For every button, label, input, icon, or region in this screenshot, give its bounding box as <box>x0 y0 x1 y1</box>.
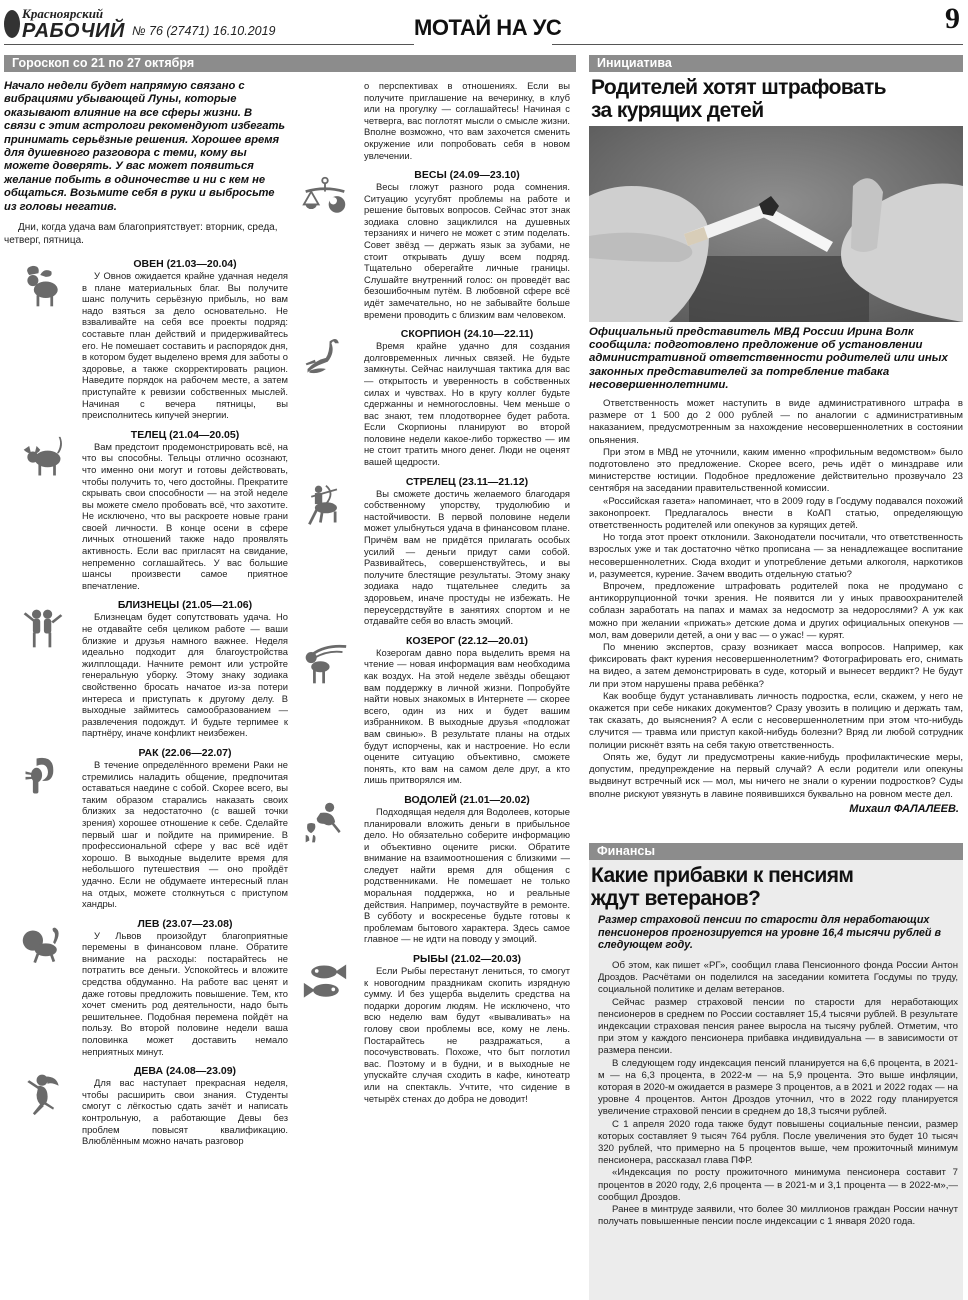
sign-pisces <box>364 953 570 1104</box>
paragraph: Ранее в минтруде заявили, что более 30 миллионов граждан России начнут получать повышенные пенсии после индексации с 1 января 2020 года. <box>598 1204 958 1228</box>
gemini-icon <box>20 605 66 651</box>
issue-info: № 76 (27471) 16.10.2019 <box>132 24 276 38</box>
paragraph: Впрочем, предложение штрафовать родителей пока не продумано с антикоррупционной точки зрения. Не появится ли у иных правоохранителей соблазн заработать на папах и мамах за недосмотр за недорослями? А уж как можно при желании «прижать» детские дома и других официальных опекунов — мол, вам доверили детей, а они у вас — о ужас! — курят. <box>589 581 963 641</box>
page-number: 9 <box>945 2 960 35</box>
sign-title: РЫБЫ (21.02—20.03) <box>412 953 522 966</box>
sign-virgo <box>82 1065 288 1147</box>
scorpio-icon <box>302 334 348 380</box>
sign-aquarius <box>364 794 570 945</box>
paragraph: С 1 апреля 2020 года также будут повышены социальные пенсии, размер которых составляет 9 тысяч 764 рубля. После увеличения это будет 10 тысяч 320 рублей, что примерно на 5 процентов выше, чем прожиточный минимум пенсионера, рассказал глава ПФР. <box>598 1118 958 1167</box>
paragraph: В следующем году индексация пенсий планируется на 6,6 процента, в 2021-м — на 6,3 процента, в 2022-м — на 5,9 процента. Это выше инфляции, которая в 2020-м ожидается в размере 3 процентов, а в 2021 и 2022 годах — на уровне 4 процентов. Антон Дроздов уточнил, что в 2022 году планируется увеличение страховой пенсии в среднем до 18,3 тысячи рублей. <box>598 1057 958 1118</box>
pisces-icon <box>302 959 348 1005</box>
paragraph: По мнению экспертов, сразу возникает масса вопросов. Например, как фиксировать факт курения несовершеннолетним? Фотографировать его, снимать на видео, а затем демонстрировать в суде, который и вынесет вердикт? Не будут ли при этом нарушены права ребёнка? <box>589 642 963 690</box>
sign-leo <box>82 918 288 1058</box>
broken-cigarette-photo <box>589 126 963 322</box>
sign-cancer <box>82 747 288 910</box>
sign-text: Вам предстоит продемонстрировать всё, на что вы способны. Тельцы отлично осознают, что именно они могут и готовы действовать, чтобы получить то, чего достойны. Прекратите скрывать свои способности — на этой неделе вы можете смело пробовать всё, что захотите. Не исключено, что вы раскроете новые грани своей личности. В конце осени в сфере личных отношений также надо проявлять активность. Если вас пригласят на свидание, непременно соглашайтесь. У вас большие шансы произвести самое приятное впечатление. <box>82 440 288 591</box>
horoscope-rubric: Гороскоп со 21 по 27 октября <box>4 55 300 72</box>
paragraph: Опять же, будут ли предусмотрены какие-нибудь профилактические меры, допустим, предупреждение на первый случай? А если родители или опекуны выдвинут встречный иск — мол, мы ничего не знали о курении подростков? Суды вполне рискуют увязнуть в лавине появившихся буквально на ровном месте дел. <box>589 751 963 800</box>
paragraph: Сейчас размер страховой пенсии по старости для неработающих пенсионеров в среднем по России составляет 15,4 тысячи рублей. В результате индексации страховая пенсия ранее выросла на тысячу рублей. Отметим, что при этом у каждого пенсионера прибавка индивидуальна — в зависимости от размера пенсии. <box>598 996 958 1057</box>
sign-sagittarius <box>364 476 570 627</box>
sign-title: ВЕСЫ (24.09—23.10) <box>414 169 520 181</box>
paragraph: Об этом, как пишет «РГ», сообщил глава Пенсионного фонда России Антон Дроздов. Расчётами он поделился на заседании комитета Госдумы по труду, социальной политике и делам ветеранов. <box>598 960 958 996</box>
sign-title: ОВЕН (21.03—20.04) <box>133 258 237 270</box>
section-title: МОТАЙ НА УС <box>414 12 552 44</box>
sign-text: Время крайне удачно для создания долговременных личных связей. Не будьте замкнуты. Сейчас наилучшая тактика для вас — открытость и уверенность в собственных силах и чувствах. Но в кругу коллег будьте сдержанны и немногословны. Чем меньше о вас знают, тем плодотворнее будет работа. Если Скорпионы планируют во второй половине недели какое-либо торжество — им не стоит тратить много денег. Люди не оценят вашей щедрости. <box>364 340 570 468</box>
divider <box>552 44 963 45</box>
headline-line: ждут ветеранов? <box>591 887 761 910</box>
aries-icon <box>20 264 66 310</box>
sign-title: РАК (22.06—22.07) <box>138 746 232 759</box>
logo-line-1: Красноярский <box>22 6 104 21</box>
libra-icon <box>302 175 348 221</box>
masthead <box>0 0 968 50</box>
sign-title: СТРЕЛЕЦ (23.11—21.12) <box>405 475 529 488</box>
initiative-headline <box>591 76 963 122</box>
sign-title: ЛЕВ (23.07—23.08) <box>137 917 233 930</box>
finance-body <box>598 960 958 1228</box>
cancer-icon <box>20 753 66 799</box>
divider <box>4 44 414 45</box>
sign-capricorn <box>364 635 570 786</box>
logo-emblem-icon <box>4 10 20 38</box>
newspaper-logo <box>4 6 124 44</box>
sign-text: Подходящая неделя для Водолеев, которые планировали вложить деньги в прибыльное дело. Но обязательно соберите информацию и объективно оцените риски. Обратите внимание на взаимоотношения с близкими — следует найти время для общения с родственниками. Не помешает не только моральная поддержка, но и реальные действия. Например, поучаствуйте в ремонте. В субботу и воскресенье будьте готовы к проблемам бытового характера. Здесь самое главное — не идти на поводу у эмоций. <box>364 805 570 945</box>
sign-text: Если Рыбы перестанут лениться, то смогут к новогодним праздникам скопить изрядную сумму. И без ущерба выделить средства на подарки дорогим людям. Не исключено, что всю неделю вам будут «вываливать» на голову свои проблемы все, кому не лень. Постарайтесь не раздражаться, а посочувствовать. Похоже, что быт поглотил вас. Поэтому и в будни, и в выходные не упускайте случая сходить в кафе, кинотеатр или на спектакль. Учтите, что сидение в четырёх стенах до добра не доводит! <box>364 965 570 1104</box>
sagittarius-icon <box>302 482 348 528</box>
sign-title: ДЕВА (24.08—23.09) <box>133 1065 237 1078</box>
paragraph: «Российская газета» напоминает, что в 2009 году в Госдуму подавался похожий законопроект. Предлагалось внести в КоАП статью, определяющую ответственность родителей или опекунов за курящих детей. <box>589 495 963 532</box>
paragraph: Как вообще будут устанавливать личность подростка, если, скажем, у него не окажется при себе никаких документов? Сразу увозить в полицию и держать там, так сказать, до выяснения? А если с несовершеннолетним при этом что-нибудь случится — травма или приступ какой-нибудь болезни? Вряд ли любой сотрудник полиции рискнёт взять на себя такую ответственность. <box>589 690 963 751</box>
sign-title: СКОРПИОН (24.10—22.11) <box>400 328 534 341</box>
sign-text: Весы гложут разного рода сомнения. Ситуацию усугубят проблемы на работе и решение бытовых вопросов. Сейчас этот знак зодиака словно зациклился на душевных терзаниях и ничего не может с этим поделать. Совет звёзд — держать язык за зубами, не стоит открывать душу всем подряд. Тщательно оберегайте личные границы. Слушайте внутренний голос: он проведёт вас безошибочным путём. В любовной сфере всё идёт замечательно, но не забывайте больше времени проводить с близким вам человеком. <box>364 181 570 320</box>
article-author: Михаил ФАЛАЛЕЕВ. <box>849 803 959 815</box>
sign-text: В течение определённого времени Раки не стремились наладить общение, предпочитая оставаться наедине с собой. Скорее всего, вы таким образом старались наказать своих близких за недостаточно (с вашей точки зрения) хорошее отношение к себе. Сделайте первый шаг и пойдите на примирение. В профессиональной сфере у вас всё идёт хорошо. В выходные выделите время для небольшого путешествия — оно пройдёт удачно. Если не обдумаете интересный план на отдых, можете столкнуться с приступом хандры. <box>82 758 288 910</box>
logo-line-2: РАБОЧИЙ <box>22 20 125 42</box>
horoscope-column-1 <box>82 258 288 1147</box>
finance-lead: Размер страховой пенсии по старости для неработающих пенсионеров прогнозируется на уровне 16,4 тысячи рублей в следующем году. <box>598 914 942 952</box>
sign-text: У Овнов ожидается крайне удачная неделя в плане материальных благ. Вы получите шанс получить серьёзную прибыль, но вам надо взяться за дело основательно. Не взваливайте на себя все проекты подряд: составьте план действий и придерживайтесь его. Не помешает составить и распорядок дня, в котором будет выделено время для заботы о здоровье, а также скорректировать рацион. Наведите порядок на рабочем месте, а затем приступайте к ревизии собственных мыслей. Начиная с вечера пятницы, вы преисполнитесь кипучей энергии. <box>82 270 288 421</box>
virgo-icon <box>20 1071 66 1117</box>
horoscope-column-2 <box>364 169 570 1104</box>
headline-line: Какие прибавки к пенсиям <box>591 864 854 887</box>
initiative-rubric: Инициатива <box>589 55 963 72</box>
finance-rubric: Финансы <box>589 843 963 860</box>
initiative-lead: Официальный представитель МВД России Ирина Волк сообщила: подготовлено предложение об установлении административной ответственности родителей или иных законных представителей за потребление табака несовершеннолетними. <box>589 326 948 391</box>
finance-headline <box>591 864 963 910</box>
paragraph: «Индексация по росту прожиточного минимума пенсионера составит 7 процентов в 2020 году, 2,6 процента — в 2021-м и 3,1 процента — в 2022-м»,— сообщил Дроздов. <box>598 1167 958 1203</box>
sign-title: ВОДОЛЕЙ (21.01—20.02) <box>404 793 530 806</box>
sign-scorpio <box>364 328 570 468</box>
headline-line: за курящих детей <box>591 99 764 122</box>
sign-text: У Львов произойдут благоприятные перемены в финансовом плане. Обратите внимание на расходы: постарайтесь не потратить все деньги. Успокойтесь и вложите средства обдуманно. На работе вас ценят и даже готовы предложить повышение. Тем, кто хочет сменить род деятельности, надо быть решительнее. Подобная перемена пойдёт на пользу. Во второй половине недели ваша половинка может доставить немало неприятных минут. <box>82 929 288 1057</box>
sign-text: Вы сможете достичь желаемого благодаря собственному упорству, трудолюбию и настойчивости. В первой половине недели может улыбнуться удача в финансовом плане. Причём вам не придётся прилагать особых усилий — деньги придут сами собой. Развивайтесь, совершенствуйтесь, и вы получите блестящие результаты. Этому знаку зодиака надо тщательнее следить за здоровьем, иначе простуды не избежать. Не переусердствуйте в занятиях спортом и не отдавайте себя во власть эмоций. <box>364 487 570 627</box>
capricorn-icon <box>302 641 348 687</box>
taurus-icon <box>20 435 66 481</box>
headline-line: Родителей хотят штрафовать <box>591 76 886 99</box>
leo-icon <box>20 924 66 970</box>
initiative-body <box>589 398 963 801</box>
sign-title: КОЗЕРОГ (22.12—20.01) <box>405 634 529 647</box>
sign-taurus <box>82 429 288 592</box>
paragraph: Ответственность может наступить в виде административного штрафа в размере от 1 500 до 2 000 рублей — по аналогии с административным наказанием, предусмотренным за нахождение несовершеннолетних в состоянии опьянения. <box>589 398 963 446</box>
paragraph: При этом в МВД не уточнили, каким именно «профильным ведомством» было подготовлено это предложение. Скорее всего, речь идёт о минздраве или министерстве юстиции. Подобное предложение действительно прозвучало 23 сентября на заседании правительственной комиссии. <box>589 446 963 495</box>
sign-text: Козерогам давно пора выделить время на чтение — новая информация вам необходима как воздух. На этой неделе звёзды обещают вам поддержку в личной жизни. Попробуйте найти новых знакомых в Интернете — скорее всего, один из них и будет вашим избранником. В выходные друзья «подложат вам свинью». В результате планы на отдых будут испорчены, как и настроение. Но если оцените ситуацию объективно, сможете понять, кто вам на самом деле друг, а кто лишь притворялся им. <box>364 646 570 786</box>
aquarius-icon <box>302 800 348 846</box>
virgo-continued: о перспективах в отношениях. Если вы получите приглашение на вечеринку, в клуб или на прогулку — соглашайтесь! Начиная с четверга, вас поглотят мысли о смысле жизни. Вполне возможно, что вам захочется сменить окружение или попробовать себя в новом увлечении. <box>364 80 570 161</box>
paragraph: Но тогда этот проект отклонили. Законодатели посчитали, что ответственность взрослых уже и так достаточно чётко прописана — за ненадлежащее воспитание несовершеннолетних. Сюда входит и употребление детьми алкоголя, наркотиков и, разумеется, курение. Зачем вводить отдельную статью? <box>589 532 963 580</box>
sign-aries <box>82 258 288 421</box>
sign-gemini <box>82 599 288 739</box>
lucky-days: Дни, когда удача вам благоприятствует: вторник, среда, четверг, пятница. <box>4 222 278 246</box>
sign-libra <box>364 169 570 320</box>
horoscope-rubric-extension <box>300 55 576 72</box>
sign-title: ТЕЛЕЦ (21.04—20.05) <box>130 428 240 441</box>
sign-text: Для вас наступает прекрасная неделя, чтобы расширить свои знания. Студенты смогут с лёгкостью сдать зачёт и написать контрольную, а работающие Девы без проблем повысят квалификацию. Влюблённым можно начать разговор <box>82 1077 288 1147</box>
sign-text: Близнецам будет сопутствовать удача. Но не отдавайте себя целиком работе — ваши близкие и друзья намного важнее. Неделя идеально подходит для благоустройства жилплощади. Начните ремонт или устройте генеральную уборку. Этому знаку зодиака свойственно бросать начатое из-за потери интереса и приступать к другому делу. В выходные займитесь самообразованием — развлечения подождут. И будьте терпимее к партнёру, иначе конфликт неизбежен. <box>82 611 288 739</box>
sign-title: БЛИЗНЕЦЫ (21.05—21.06) <box>117 599 253 612</box>
horoscope-intro: Начало недели будет напрямую связано с вибрациями убывающей Луны, которые оказывают влияние на все сферы жизни. В связи с этим астрологи рекомендуют избегать принимать серьёзные решения. Хорошее время для душевного разговора с теми, кому вы можете доверять. У вас может появиться желание побыть в одиночестве и ни с кем не общаться. Возьмите себя в руки и выбросьте из головы негатив. <box>4 80 286 213</box>
